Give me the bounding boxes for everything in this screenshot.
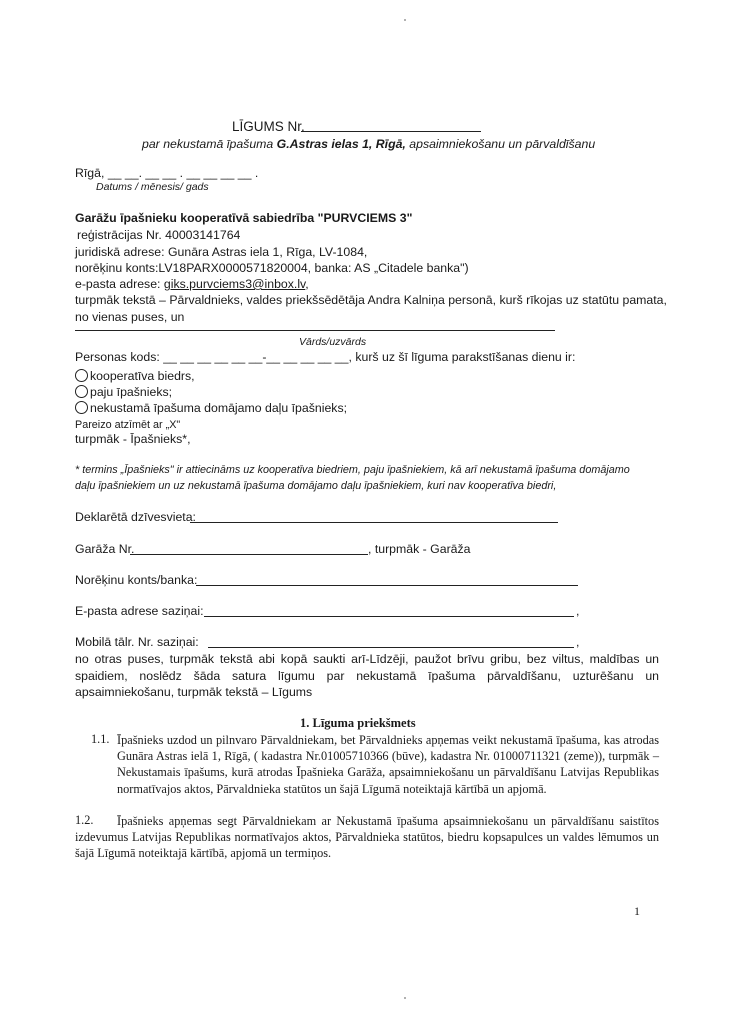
clause-1-1-number: 1.1.: [91, 732, 110, 746]
scan-speck: [404, 19, 406, 21]
garage-label: Garāža Nr.: [75, 542, 135, 556]
party1-account: norēķinu konts:LV18PARX0000571820004, banka: AS „Citadele banka"): [75, 261, 469, 275]
mark-note: Pareizo atzīmēt ar „X": [75, 419, 181, 431]
date-caption: Datums / mēnesis/ gads: [96, 181, 209, 193]
party1-address: juridiskā adrese: Gunāra Astras iela 1, Rīga, LV-1084,: [75, 245, 368, 259]
phone-label: Mobilā tālr. Nr. saziņai:: [75, 635, 199, 649]
contract-number-blank[interactable]: [301, 131, 481, 132]
party1-hereinafter: turpmāk tekstā – Pārvaldnieks, valdes priekšsēdētāja Andra Kalniņa personā, kurš rīkojas uz statūtu pamata,: [75, 293, 667, 307]
contract-subtitle: par nekustamā īpašuma G.Astras ielas 1, Rīgā, apsaimniekošanu un pārvaldīšanu: [142, 137, 596, 151]
option-radio[interactable]: [75, 369, 88, 382]
section1-heading: 1. Līguma priekšmets: [300, 716, 416, 730]
clause-1-1-text: Īpašnieks uzdod un pilnvaro Pārvaldniekam, bet Pārvaldnieks apņemas veikt nekustamā īpašuma, kas atrodas Gunāra Astras ielā 1, Rīgā, ( kadastra Nr.01005710366 (būve), kadastra Nr. 01000711321 (zeme)), turpmāk – Nekustamais īpašums, kurā atrodas Īpašnieka Garāža, apsaimniekošanu un pārvaldīšanu Latvijas Republikas normatīvajos aktos, Pārvaldnieka statūtos un šajā Līgumā noteiktajā kārtībā un apjomā.: [117, 733, 659, 796]
email-link[interactable]: giks.purvciems3@inbox.lv: [163, 277, 306, 291]
option-radio[interactable]: [75, 401, 88, 414]
garage-tail: , turpmāk - Garāža: [368, 542, 471, 556]
city: Rīgā,: [75, 166, 105, 180]
party2-hereinafter: turpmāk - Īpašnieks*,: [75, 432, 191, 446]
footnote-line2: daļu īpašniekiem un uz nekustamā īpašuma domājamo daļu īpašniekiem, kuri nav kooperatīva biedri,: [75, 480, 557, 492]
date-line: [75, 166, 258, 182]
email-contact-blank[interactable]: [204, 616, 574, 617]
option-member[interactable]: kooperatīva biedrs,: [75, 369, 195, 385]
bank-label: Norēķinu konts/banka:: [75, 573, 198, 587]
party1-name: Garāžu īpašnieku kooperatīvā sabiedrība "PURVCIEMS 3": [75, 211, 413, 225]
garage-blank[interactable]: [130, 554, 368, 555]
option-radio[interactable]: [75, 385, 88, 398]
page-number: 1: [634, 904, 640, 918]
email-contact-label: E-pasta adrese saziņai:: [75, 604, 204, 618]
party1-side: no vienas puses, un: [75, 310, 185, 324]
residence-blank[interactable]: [190, 522, 558, 523]
personal-code-blanks[interactable]: __ __ __ __ __ __-__ __ __ __ __: [163, 350, 349, 364]
scan-speck: [404, 997, 406, 999]
name-surname-blank[interactable]: [75, 330, 555, 331]
party1-email-line: e-pasta adrese: giks.purvciems3@inbox.lv,: [75, 277, 309, 291]
clause-1-2-text: Īpašnieks apņemas segt Pārvaldniekam ar Nekustamā īpašuma apsaimniekošanu un pārvaldīšanu saistītos izdevumus Latvijas Republikas normatīvajos aktos, Pārvaldnieka statūtos, biedru kopsapulces un valdes lēmumos un šajā Līgumā noteiktajā kārtībā, apjomā un termiņos.: [75, 814, 659, 861]
date-blanks[interactable]: __ __. __ __ . __ __ __ __ .: [107, 166, 259, 180]
phone-blank[interactable]: [208, 647, 574, 648]
title-text: LĪGUMS Nr.: [232, 119, 305, 134]
party1-reg: reģistrācijas Nr. 40003141764: [77, 228, 241, 242]
footnote-line1: * termins „Īpašnieks" ir attiecināms uz kooperatīva biedriem, paju īpašniekiem, kā arī nekustamā īpašuma domājamo: [75, 464, 630, 476]
email-contact-tail: ,: [576, 604, 580, 618]
bank-blank[interactable]: [196, 585, 578, 586]
personal-code-line: Personas kods: __ __ __ __ __ __-__ __ __ __ __, kurš uz šī līguma parakstīšanas dienu ir:: [75, 350, 576, 364]
option-share-owner[interactable]: paju īpašnieks;: [75, 385, 172, 401]
name-caption: Vārds/uzvārds: [299, 336, 367, 348]
clause-1-2-number: 1.2.: [75, 813, 94, 827]
phone-tail: ,: [576, 635, 580, 649]
residence-label: Deklarētā dzīvesvieta:: [75, 510, 196, 524]
closing-paragraph: no otras puses, turpmāk tekstā abi kopā saukti arī-Līdzēji, paužot brīvu gribu, bez viltus, maldības un spaidiem, noslēdz šāda satura līgumu par nekustamā īpašuma pārvaldīšanu, uzturēšanu un apsaimniekošanu, turpmāk tekstā – Līgums: [75, 652, 659, 699]
contract-title: [232, 118, 305, 136]
option-property-owner[interactable]: nekustamā īpašuma domājamo daļu īpašnieks;: [75, 401, 347, 417]
